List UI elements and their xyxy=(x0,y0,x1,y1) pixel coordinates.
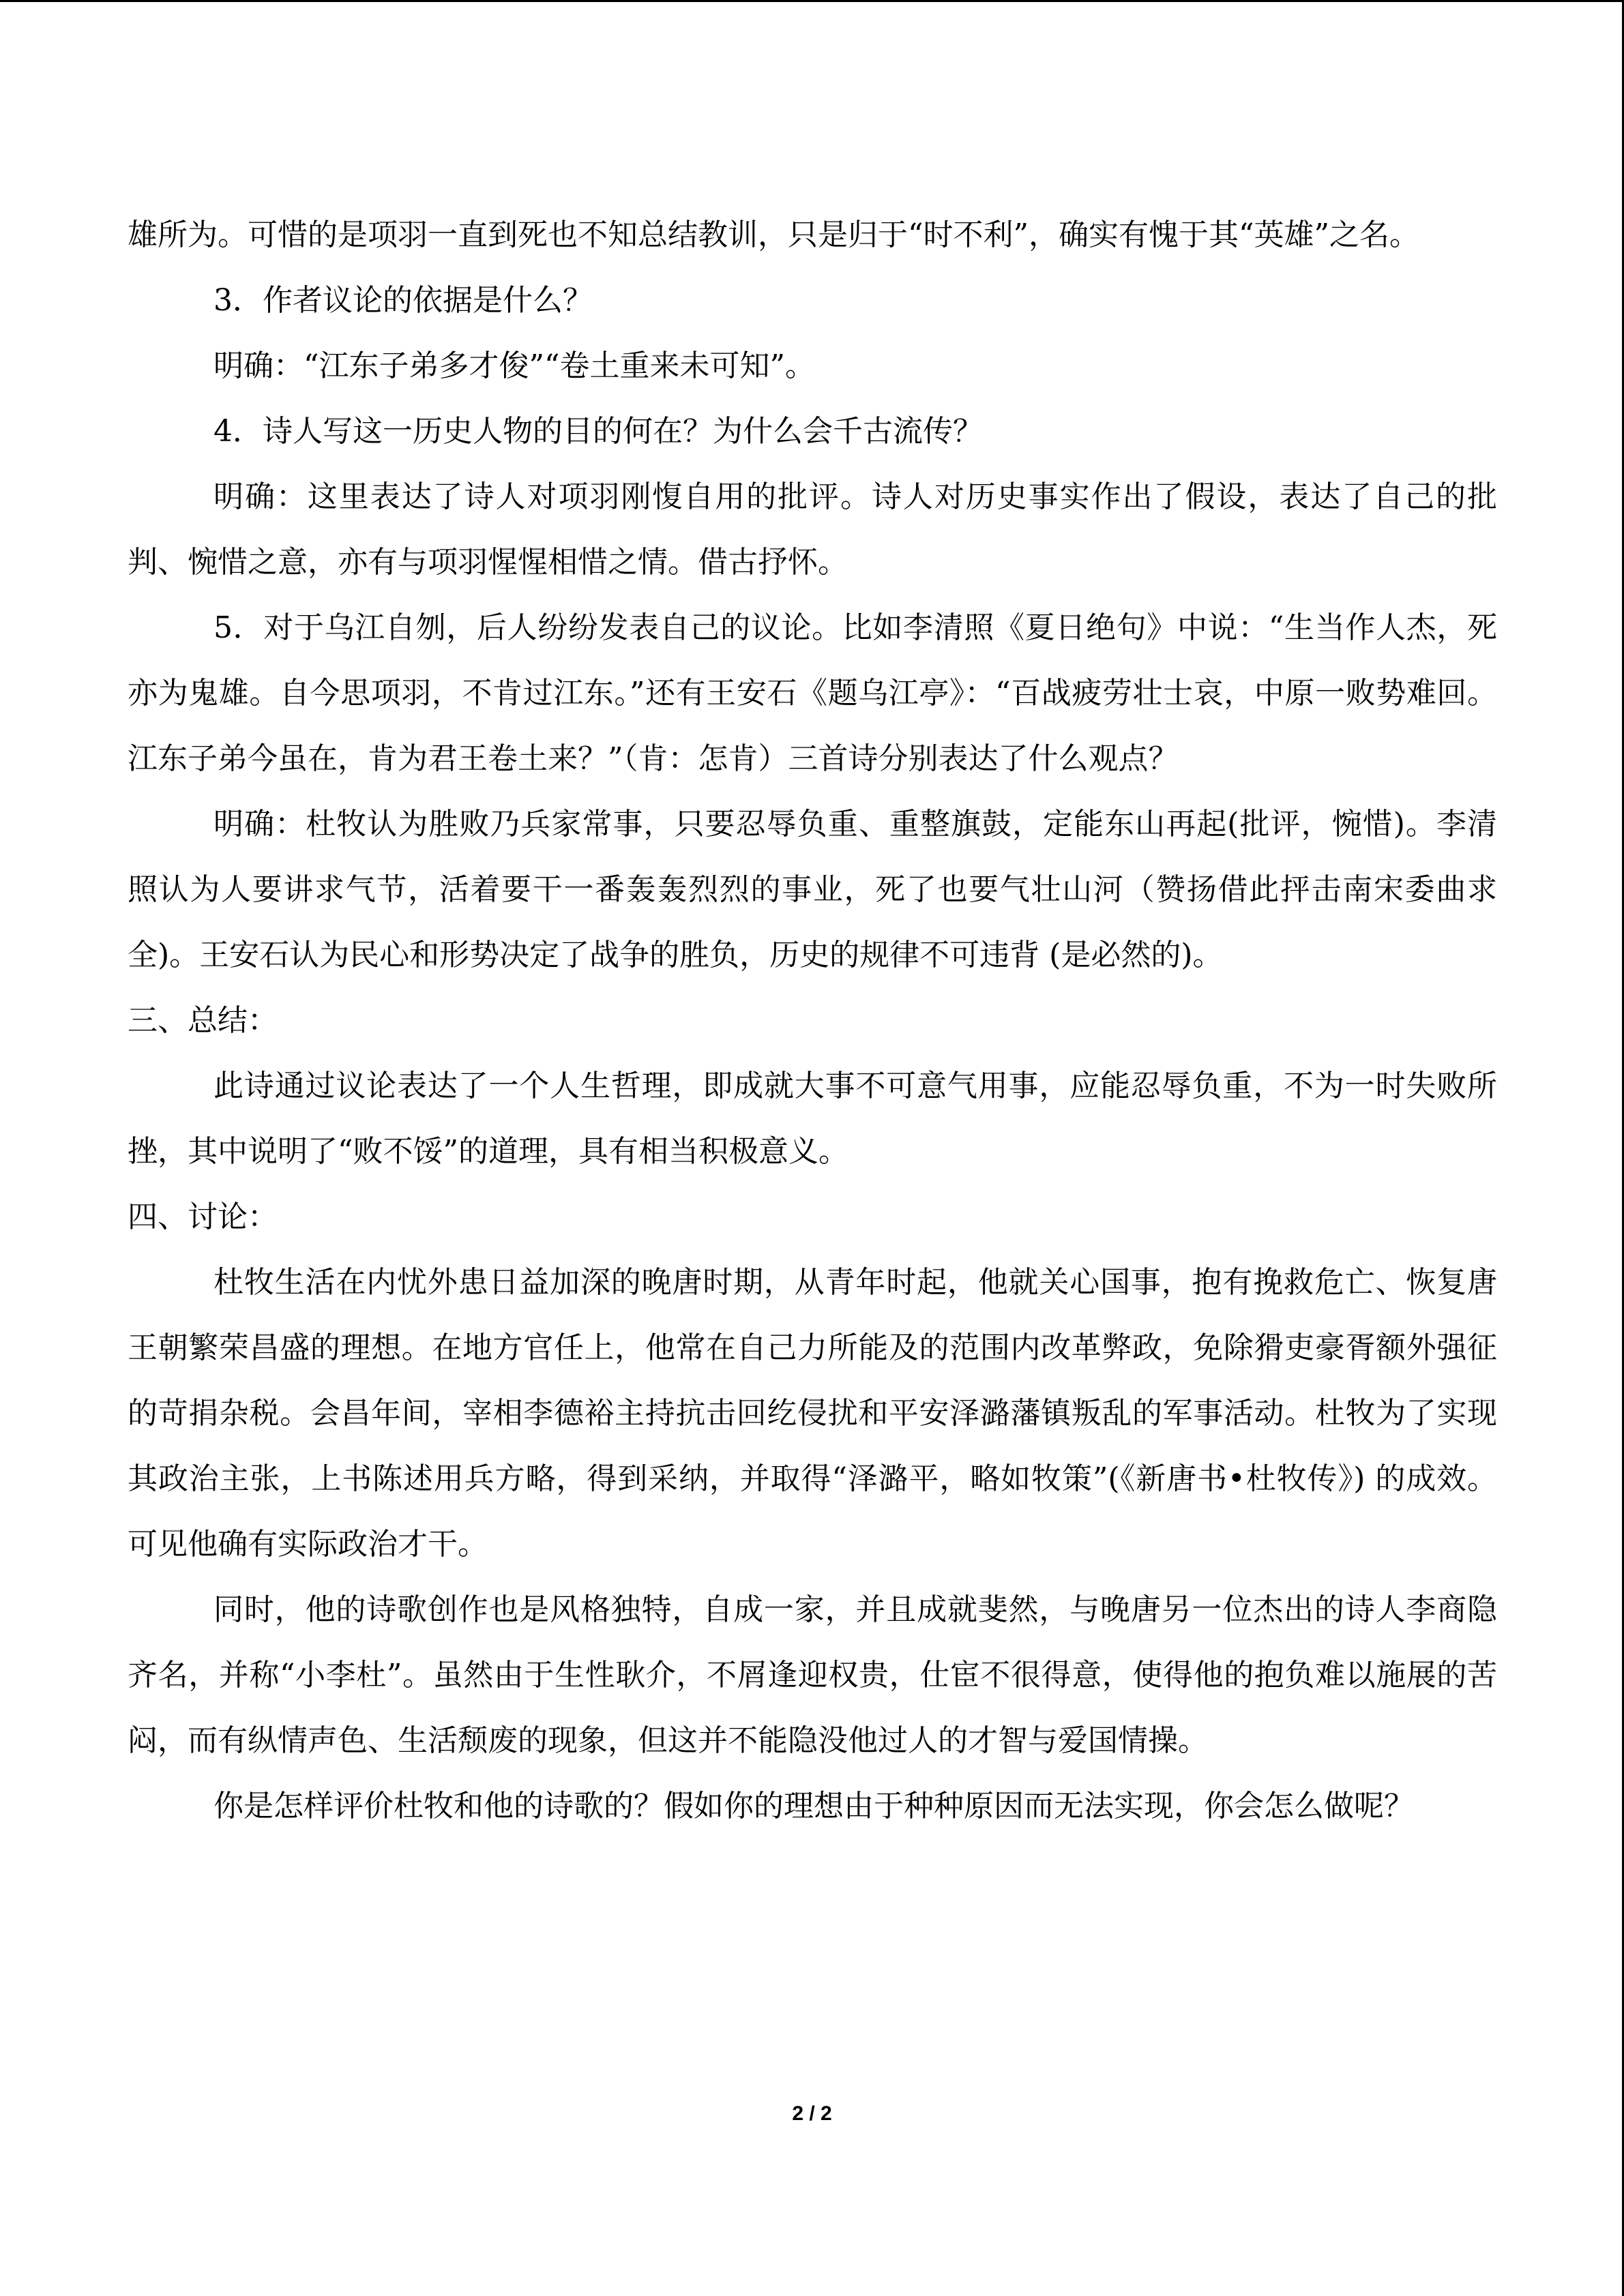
question-4: 4．诗人写这一历史人物的目的何在？为什么会千古流传？ xyxy=(213,414,983,449)
discussion-paragraph-2: 同时，他的诗歌创作也是风格独特，自成一家，并且成就斐然，与晚唐另一位杰出的诗人李商隐齐名，并称“小李杜”。虽然由于生性耿介，不屑逢迎权贵，仕宦不很得意，使得他的抱负难以施展的苦闷，而有纵情声色、生活颓废的现象，但这并不能隐没他过人的才智与爱国情操。 xyxy=(128,1592,1497,1758)
section-heading-discussion: 四、讨论： xyxy=(128,1199,278,1234)
answer-3: 明确：“江东子弟多才俊”“卷土重来未可知”。 xyxy=(213,348,815,383)
question-3: 3．作者议论的依据是什么？ xyxy=(213,283,593,318)
answer-5: 明确：杜牧认为胜败乃兵家常事，只要忍辱负重、重整旗鼓，定能东山再起(批评，惋惜)。李清照认为人要讲求气节，活着要干一番轰轰烈烈的事业，死了也要气壮山河（赞扬借此抨击南宋委曲求全)。王安石认为民心和形势决定了战争的胜负，历史的规律不可违背 (是必然的)。 xyxy=(128,807,1497,972)
section-heading-summary: 三、总结： xyxy=(128,1003,278,1038)
page-number: 2 / 2 xyxy=(792,2102,832,2125)
discussion-question: 你是怎样评价杜牧和他的诗歌的？假如你的理想由于种种原因而无法实现，你会怎么做呢？ xyxy=(213,1789,1414,1823)
summary-paragraph: 此诗通过议论表达了一个人生哲理，即成就大事不可意气用事，应能忍辱负重，不为一时失败所挫，其中说明了“败不馁”的道理，具有相当积极意义。 xyxy=(128,1069,1497,1169)
paragraph-continuation: 雄所为。可惜的是项羽一直到死也不知总结教训，只是归于“时不利”，确实有愧于其“英雄”之名。 xyxy=(128,218,1419,252)
question-5: 5．对于乌江自刎，后人纷纷发表自己的议论。比如李清照《夏日绝句》中说：“生当作人杰，死亦为鬼雄。自今思项羽，不肯过江东。”还有王安石《题乌江亭》：“百战疲劳壮士哀，中原一败势难回。江东子弟今虽在，肯为君王卷土来？”（肯：怎肯）三首诗分别表达了什么观点？ xyxy=(128,610,1497,776)
document-body xyxy=(128,203,1497,1839)
answer-4: 明确：这里表达了诗人对项羽刚愎自用的批评。诗人对历史事实作出了假设，表达了自己的批判、惋惜之意，亦有与项羽惺惺相惜之情。借古抒怀。 xyxy=(128,479,1497,580)
top-border-line xyxy=(0,0,1624,2)
discussion-paragraph-1: 杜牧生活在内忧外患日益加深的晚唐时期，从青年时起，他就关心国事，抱有挽救危亡、恢复唐王朝繁荣昌盛的理想。在地方官任上，他常在自己力所能及的范围内改革弊政，免除猾吏豪胥额外强征的苛捐杂税。会昌年间，宰相李德裕主持抗击回纥侵扰和平安泽潞藩镇叛乱的军事活动。杜牧为了实现其政治主张，上书陈述用兵方略，得到采纳，并取得“泽潞平，略如牧策”(《新唐书•杜牧传》) 的成效。可见他确有实际政治才干。 xyxy=(128,1265,1497,1562)
